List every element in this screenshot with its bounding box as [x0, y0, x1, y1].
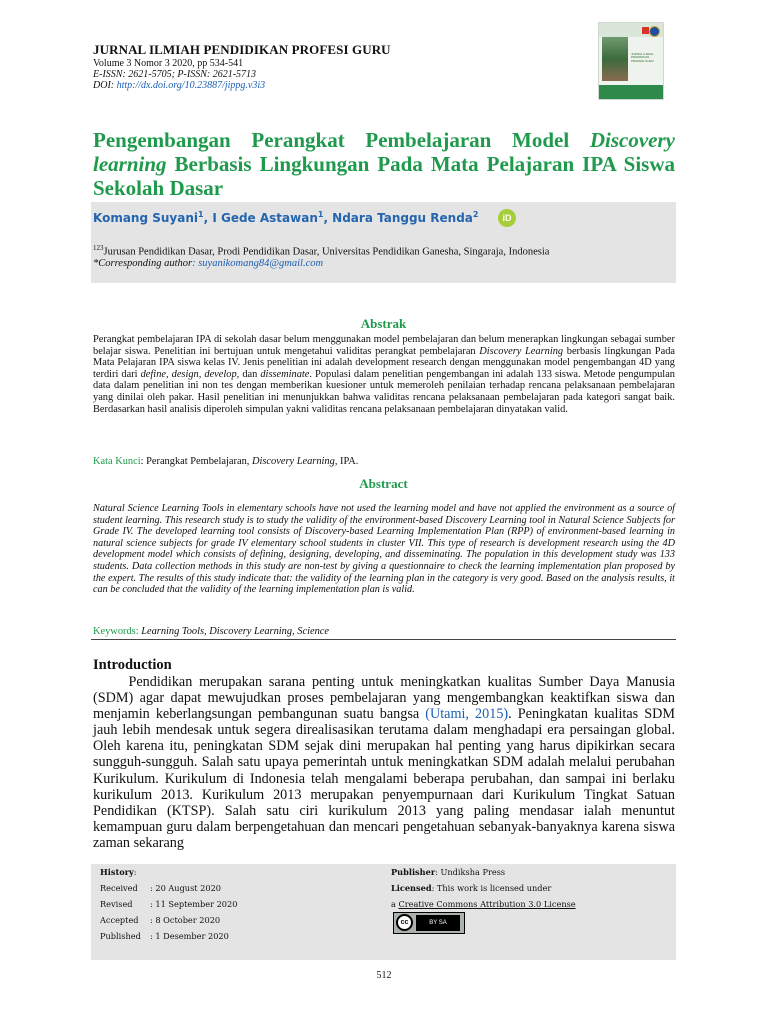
keywords-value: Learning Tools, Discovery Learning, Science	[138, 626, 329, 637]
license-link[interactable]: Creative Commons Attribution 3.0 License	[398, 899, 576, 909]
author-1[interactable]: Komang Suyani	[93, 211, 199, 225]
university-logo-icon	[642, 27, 649, 34]
history-heading: History:	[100, 867, 137, 877]
author-2[interactable]: , I Gede Astawan	[203, 211, 318, 225]
orcid-icon[interactable]: iD	[498, 209, 516, 227]
corr-email[interactable]: : suyanikomang84@gmail.com	[192, 258, 324, 269]
cover-photo	[602, 37, 628, 81]
by-sa-icon: BY SA	[416, 915, 460, 931]
abstrak-s1: Perangkat pembelajaran IPA di sekolah dasar belum menggunakan model pembelajaran dan belum menerapkan lingkungan sebagai sumber belajar siswa. Penelitian ini bertujuan untuk mengetahui validitas perangkat pembelajaran	[93, 334, 675, 357]
page-number: 512	[376, 970, 392, 981]
affiliation-text: Jurusan Pendidikan Dasar, Prodi Pendidikan Dasar, Universitas Pendidikan Ganesha, Singaraja, Indonesia	[103, 246, 550, 258]
author-list	[93, 210, 478, 225]
intro-p1: Pendidikan merupakan sarana penting untuk meningkatkan kualitas Sumber Daya Manusia (SDM) agar dapat mewujudkan proses pembelajaran yang mengembangkan keaktifkan siswa dan menjamin keberlangsungan pembangunan suatu bangsa	[93, 674, 675, 723]
publisher-logo-icon	[649, 26, 660, 37]
history-box	[91, 864, 676, 960]
kata-kunci-value2: Discovery Learning	[251, 456, 335, 467]
article-title	[93, 128, 675, 200]
license-line	[391, 899, 576, 909]
history-accepted-label: Accepted	[100, 915, 139, 925]
abstrak-heading: Abstrak	[360, 316, 407, 331]
abstrak-s2-and: dan	[239, 368, 261, 380]
cover-title: JURNAL ILMIAH PENDIDIKAN PROFESI GURU	[631, 52, 654, 63]
keywords-label: Keywords:	[93, 626, 139, 637]
journal-cover-image	[598, 22, 664, 100]
abstrak-s3: . Populasi dalam penelitian pengembangan ini adalah 133 siswa. Metode pengumpulan data dalam penelitian ini non tes dengan memberikan kuesioner untuk memeroleh penilaian terhadap rencana pelaksanaan pembelajaran yang dinilai oleh pakar. Hasil penelitian ini menunjukkan bahwa validitas rencana pelaksanaan pembelajaran pada kategori sangat baik. Berdasarkan hasil analisis diperoleh simpulan yakni validitas rencana pelaksanaan pembelajaran dinyatakan valid.	[93, 368, 675, 415]
journal-meta	[93, 58, 265, 91]
abstrak-s2-it2: disseminate	[260, 368, 310, 380]
doi-link[interactable]: http://dx.doi.org/10.23887/jippg.v3i3	[116, 80, 266, 91]
abstract-body: Natural Science Learning Tools in elementary schools have not used the learning model and have not applied the environment as a source of student learning. This research study is to study the validity of the environment-based Discovery Learning tool in Natural Science Subjects for Grade IV. The developed learning tool consists of Discovery-based Learning Implementation Plan (RPP) of environment-based learning in natural science subjects for grade IV elementary school students in cluster VII. This type of research is development research using the 4D development model which consists of defining, designing, developing, and disseminating. The population in this development study was 133 students. Data collection methods in this study are non-test by giving a questionnaire to check the learning implementation plan proposed by the expert. The results of this study indicate that: the validity of the learning plan in the category is very good. Based on the analysis results, it can be concluded that the validity of the learning implementation plan is valid.	[93, 503, 675, 596]
intro-p2: . Peningkatan kualitas SDM jauh lebih mendesak untuk segera direalisasikan terutama dalam menghadapi era persaingan global. Oleh karena itu, peningkatan SDM sejak dini merupakan hal penting yang harus dipikirkan secara sungguh-sungguh. Salah satu upaya pemerintah untuk meningkatkan SDM adalah melalui perubahan Kurikulum. Kurikulum di Indonesia telah mengalami beberapa perubahan, dan sampai ini berlaku kurikulum 2013. Kurikulum 2013 merupakan penyempurnaan dari Kurikulum Tingkat Satuan Pendidikan (KTSP). Salah satu ciri kurikulum 2013 yang paling mendasar ialah menuntut kemampuan guru dalam berpengetahuan dan mencari pengetahuan sebanyak-banyaknya karena siswa zaman sekarang	[93, 706, 675, 851]
kata-kunci	[93, 456, 358, 467]
abstract-heading: Abstract	[359, 476, 408, 491]
publisher-label: Publisher	[391, 867, 436, 877]
introduction-body	[93, 674, 675, 851]
licensed-line	[391, 883, 551, 893]
journal-issn: E-ISSN: 2621-5705; P-ISSN: 2621-5713	[93, 69, 257, 80]
affiliation-sup: 123	[93, 244, 104, 252]
abstrak-body	[93, 334, 675, 415]
corr-label: *Corresponding author	[93, 258, 193, 269]
title-italic: Discovery learning	[93, 128, 675, 176]
intro-citation[interactable]: (Utami, 2015)	[425, 706, 509, 723]
publisher-name: : Undiksha Press	[435, 867, 506, 877]
kata-kunci-value3: , IPA.	[334, 456, 359, 467]
journal-volume: Volume 3 Nomor 3 2020, pp 534-541	[93, 58, 244, 69]
history-label: History	[100, 867, 134, 877]
author-2-sup: 1	[317, 210, 324, 219]
title-part2: Berbasis Lingkungan Pada Mata Pelajaran IPA Siswa Sekolah Dasar	[93, 152, 675, 200]
licensed-label: Licensed	[391, 883, 432, 893]
journal-name: JURNAL ILMIAH PENDIDIKAN PROFESI GURU	[93, 42, 391, 57]
author-3[interactable]: , Ndara Tanggu Renda	[323, 211, 473, 225]
journal-doi	[93, 80, 265, 91]
license-prefix: a	[391, 899, 399, 909]
doi-label: DOI:	[93, 80, 115, 91]
introduction-heading: Introduction	[93, 657, 172, 673]
keywords	[93, 626, 329, 637]
author-1-sup: 1	[198, 210, 204, 219]
history-revised-value: : 11 September 2020	[150, 899, 238, 909]
abstrak-s2: berbasis lingkungan Pada Mata Pelajaran IPA siswa kelas IV. Jenis penelitian ini adalah development research dengan menggunakan model pengembangan 4D yang terdiri dari	[93, 345, 676, 380]
kata-kunci-label: Kata Kunci	[93, 456, 141, 467]
history-published-label: Published	[100, 931, 141, 941]
corresponding-author	[93, 258, 323, 269]
abstrak-s1-it: Discovery Learning	[479, 345, 564, 357]
history-accepted-value: : 8 October 2020	[150, 915, 221, 925]
cc-license-badge-icon[interactable]	[393, 912, 465, 934]
affiliation	[93, 244, 549, 258]
history-revised-label: Revised	[100, 899, 133, 909]
publisher-line	[391, 867, 505, 877]
author-3-sup: 2	[472, 210, 479, 219]
title-part1: Pengembangan Perangkat Pembelajaran Model	[93, 128, 590, 152]
kata-kunci-value1: : Perangkat Pembelajaran,	[140, 456, 252, 467]
history-published-value: : 1 Desember 2020	[150, 931, 229, 941]
history-received-label: Received	[100, 883, 138, 893]
abstrak-s2-it1: define, design, develop,	[140, 368, 240, 380]
licensed-text: : This work is licensed under	[431, 883, 552, 893]
cc-icon: cc	[396, 914, 413, 931]
section-divider	[91, 639, 676, 640]
history-received-value: : 20 August 2020	[150, 883, 222, 893]
